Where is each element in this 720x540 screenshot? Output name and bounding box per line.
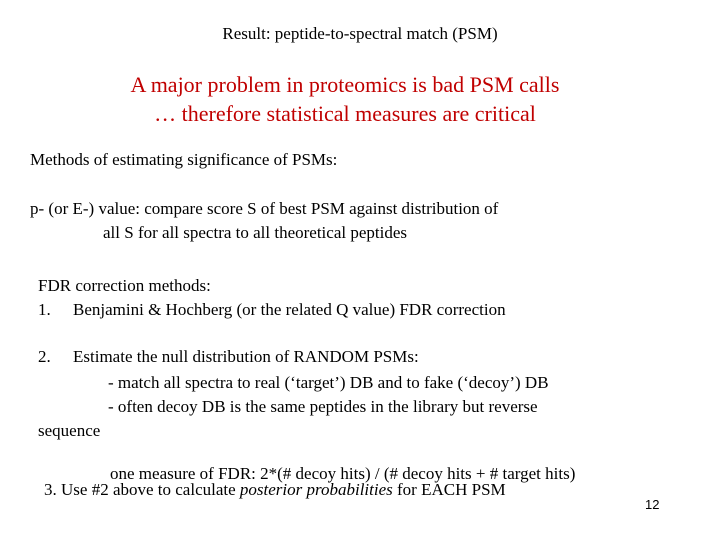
item-3-prefix: 3. Use #2 above to calculate xyxy=(44,480,240,499)
fdr-item-1-text: Benjamini & Hochberg (or the related Q value) FDR correction xyxy=(73,300,506,319)
fdr-heading: FDR correction methods: xyxy=(38,276,211,295)
item-3-text xyxy=(44,480,506,500)
page-number: 12 xyxy=(645,497,660,512)
fdr-item-2-sub-2-continued: sequence xyxy=(38,421,101,440)
fdr-item-2-number: 2. xyxy=(38,347,51,366)
headline-line-2: … therefore statistical measures are critical xyxy=(154,101,536,126)
fdr-item-2-text: Estimate the null distribution of RANDOM PSMs: xyxy=(73,347,419,366)
fdr-item-1-number: 1. xyxy=(38,300,51,319)
fdr-item-2-sub-1: - match all spectra to real (‘target’) DB and to fake (‘decoy’) DB xyxy=(108,373,549,392)
fdr-measure-formula: one measure of FDR: 2*(# decoy hits) / (# decoy hits + # target hits) xyxy=(110,464,576,483)
pvalue-line-2: all S for all spectra to all theoretical peptides xyxy=(103,223,407,242)
headline-line-1: A major problem in proteomics is bad PSM calls xyxy=(130,72,560,97)
item-3-suffix: for EACH PSM xyxy=(392,480,506,499)
slide-title: Result: peptide-to-spectral match (PSM) xyxy=(222,24,498,43)
methods-heading: Methods of estimating significance of PSMs: xyxy=(30,150,338,169)
pvalue-line-1: p- (or E-) value: compare score S of best PSM against distribution of xyxy=(30,199,499,218)
fdr-item-2-sub-2: - often decoy DB is the same peptides in the library but reverse xyxy=(108,397,538,416)
item-3-italic: posterior probabilities xyxy=(239,480,393,499)
